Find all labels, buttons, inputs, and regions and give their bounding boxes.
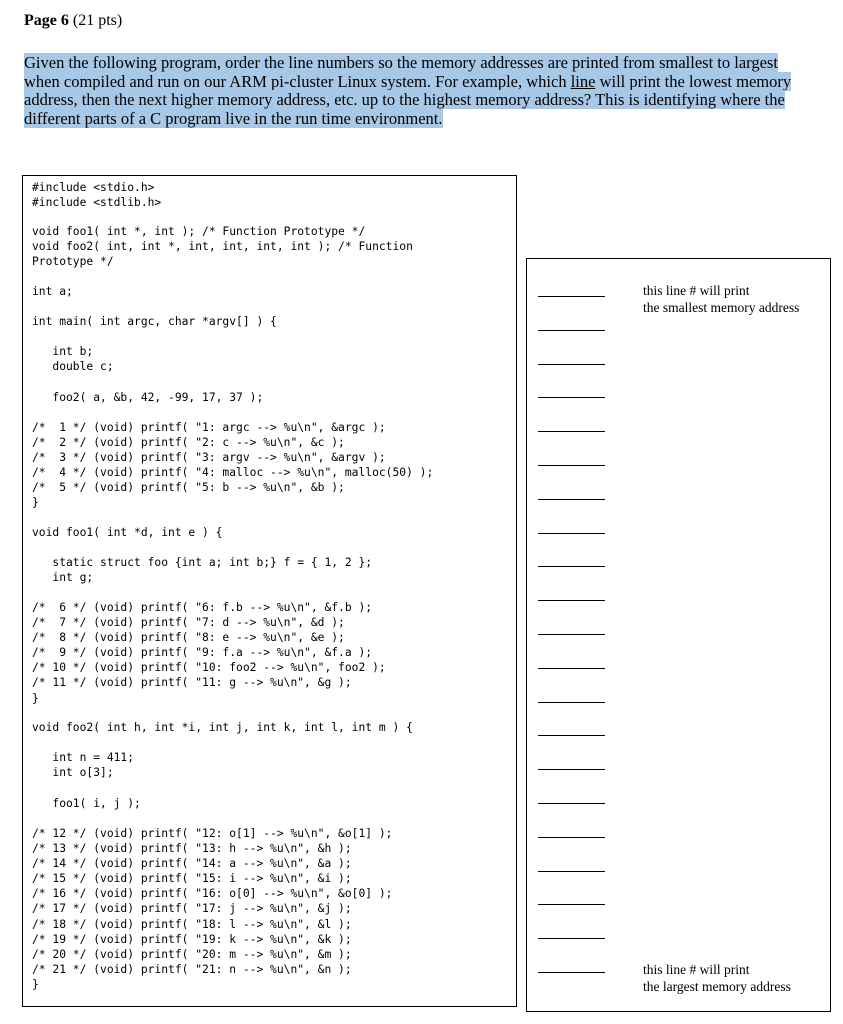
code-line: /* 8 */ (void) printf( "8: e --> %u\n", &e );	[32, 631, 345, 645]
code-line: int n = 411;	[32, 751, 135, 764]
code-line: /* 5 */ (void) printf( "5: b --> %u\n", &b );	[32, 481, 345, 495]
code-line: /* 11 */ (void) printf( "11: g --> %u\n", &g );	[32, 676, 352, 690]
prompt-highlight	[24, 53, 791, 128]
code-line: void foo2( int, int *, int, int, int, int ); /* Function	[32, 240, 413, 254]
code-line: Prototype */	[32, 255, 114, 269]
code-line: void foo1( int *d, int e ) {	[32, 526, 223, 539]
largest-note	[643, 961, 791, 995]
answer-blank-line[interactable]	[538, 600, 605, 601]
code-block	[32, 344, 114, 374]
code-line: }	[32, 496, 39, 510]
code-line: /* 10 */ (void) printf( "10: foo2 --> %u\n", foo2 );	[32, 661, 386, 675]
code-line: double c;	[32, 360, 114, 374]
code-line: foo1( i, j );	[32, 797, 141, 810]
code-line: /* 16 */ (void) printf( "16: o[0] --> %u\n", &o[0] );	[32, 887, 393, 901]
code-line: int g;	[32, 571, 94, 585]
code-line: foo2( a, &b, 42, -99, 17, 37 );	[32, 391, 264, 404]
answer-blank-line[interactable]	[538, 330, 605, 331]
code-line: /* 17 */ (void) printf( "17: j --> %u\n", &j );	[32, 902, 352, 916]
answer-blank-line[interactable]	[538, 871, 605, 872]
code-line: void foo1( int *, int ); /* Function Prototype */	[32, 225, 366, 238]
smallest-note-line1: this line # will print	[643, 283, 750, 298]
page-label: Page 6	[24, 12, 69, 29]
code-block	[32, 826, 392, 992]
largest-note-line2: the largest memory address	[643, 979, 791, 994]
answer-blank-line[interactable]	[538, 465, 605, 466]
code-block	[32, 314, 277, 329]
prompt-text-2: will print the lowest memory address, then the next higher memory address, etc. up to the highest memory address? This is identifying where the different parts of a C program live in the run time environment.	[24, 71, 792, 128]
page-points: (21 pts)	[72, 12, 123, 29]
code-block	[32, 284, 73, 299]
code-line: /* 7 */ (void) printf( "7: d --> %u\n", &d );	[32, 616, 345, 630]
code-line: void foo2( int h, int *i, int j, int k, int l, int m ) {	[32, 721, 413, 734]
code-line: int main( int argc, char *argv[] ) {	[32, 315, 277, 328]
code-block	[32, 180, 161, 210]
smallest-note	[643, 282, 799, 316]
code-line: /* 9 */ (void) printf( "9: f.a --> %u\n", &f.a );	[32, 646, 373, 660]
code-line: }	[32, 977, 39, 991]
code-line: /* 21 */ (void) printf( "21: n --> %u\n", &n );	[32, 962, 352, 976]
code-block	[32, 720, 413, 735]
code-line: /* 12 */ (void) printf( "12: o[1] --> %u\n", &o[1] );	[32, 827, 393, 840]
code-line: /* 3 */ (void) printf( "3: argv --> %u\n", &argv );	[32, 451, 386, 465]
answer-blank-line[interactable]	[538, 735, 605, 736]
code-line: int b;	[32, 345, 94, 358]
code-line: /* 6 */ (void) printf( "6: f.b --> %u\n", &f.b );	[32, 601, 373, 614]
answer-blank-line[interactable]	[538, 566, 605, 567]
answer-blank-line[interactable]	[538, 904, 605, 905]
code-line: }	[32, 691, 39, 705]
prompt-text-1: Given the following program, order the line numbers so the memory addresses are printed from smallest to largest when compiled and run on our ARM pi-cluster Linux system. For example, which	[24, 53, 778, 91]
answer-blank-line[interactable]	[538, 702, 605, 703]
code-line: /* 4 */ (void) printf( "4: malloc --> %u\n", malloc(50) );	[32, 466, 434, 480]
answer-blank-line[interactable]	[538, 499, 605, 500]
smallest-note-line2: the smallest memory address	[643, 300, 800, 315]
code-line: /* 18 */ (void) printf( "18: l --> %u\n", &l );	[32, 917, 352, 931]
code-line: /* 15 */ (void) printf( "15: i --> %u\n", &i );	[32, 872, 352, 886]
answer-blank-line[interactable]	[538, 296, 605, 297]
page-title	[24, 12, 122, 30]
code-block	[32, 796, 141, 811]
code-line: int o[3];	[32, 766, 114, 780]
code-block	[32, 420, 433, 511]
code-line: int a;	[32, 285, 73, 298]
code-block	[32, 750, 134, 780]
code-line: #include <stdlib.h>	[32, 196, 162, 210]
code-block	[32, 600, 386, 706]
code-line: /* 20 */ (void) printf( "20: m --> %u\n", &m );	[32, 947, 352, 961]
answer-blank-line[interactable]	[538, 431, 605, 432]
code-line: /* 1 */ (void) printf( "1: argc --> %u\n", &argc );	[32, 421, 386, 434]
answer-box	[526, 258, 831, 1012]
code-block	[32, 390, 263, 405]
code-block	[32, 525, 222, 540]
answer-blank-line[interactable]	[538, 668, 605, 669]
answer-blank-line[interactable]	[538, 533, 605, 534]
answer-blank-line[interactable]	[538, 972, 605, 973]
code-block	[32, 555, 372, 585]
answer-blank-line[interactable]	[538, 634, 605, 635]
code-line: /* 2 */ (void) printf( "2: c --> %u\n", &c );	[32, 436, 345, 450]
answer-blank-line[interactable]	[538, 364, 605, 365]
code-line: /* 14 */ (void) printf( "14: a --> %u\n", &a );	[32, 857, 352, 871]
code-block	[32, 224, 413, 269]
answer-blank-line[interactable]	[538, 397, 605, 398]
question-prompt	[24, 54, 814, 128]
answer-blank-line[interactable]	[538, 803, 605, 804]
answer-blank-line[interactable]	[538, 938, 605, 939]
code-line: static struct foo {int a; int b;} f = { 1, 2 };	[32, 556, 373, 569]
answer-blank-line[interactable]	[538, 837, 605, 838]
largest-note-line1: this line # will print	[643, 962, 750, 977]
code-line: #include <stdio.h>	[32, 181, 155, 194]
prompt-underlined-word: line	[570, 71, 596, 91]
code-line: /* 13 */ (void) printf( "13: h --> %u\n", &h );	[32, 842, 352, 856]
answer-blank-line[interactable]	[538, 769, 605, 770]
code-line: /* 19 */ (void) printf( "19: k --> %u\n", &k );	[32, 932, 352, 946]
